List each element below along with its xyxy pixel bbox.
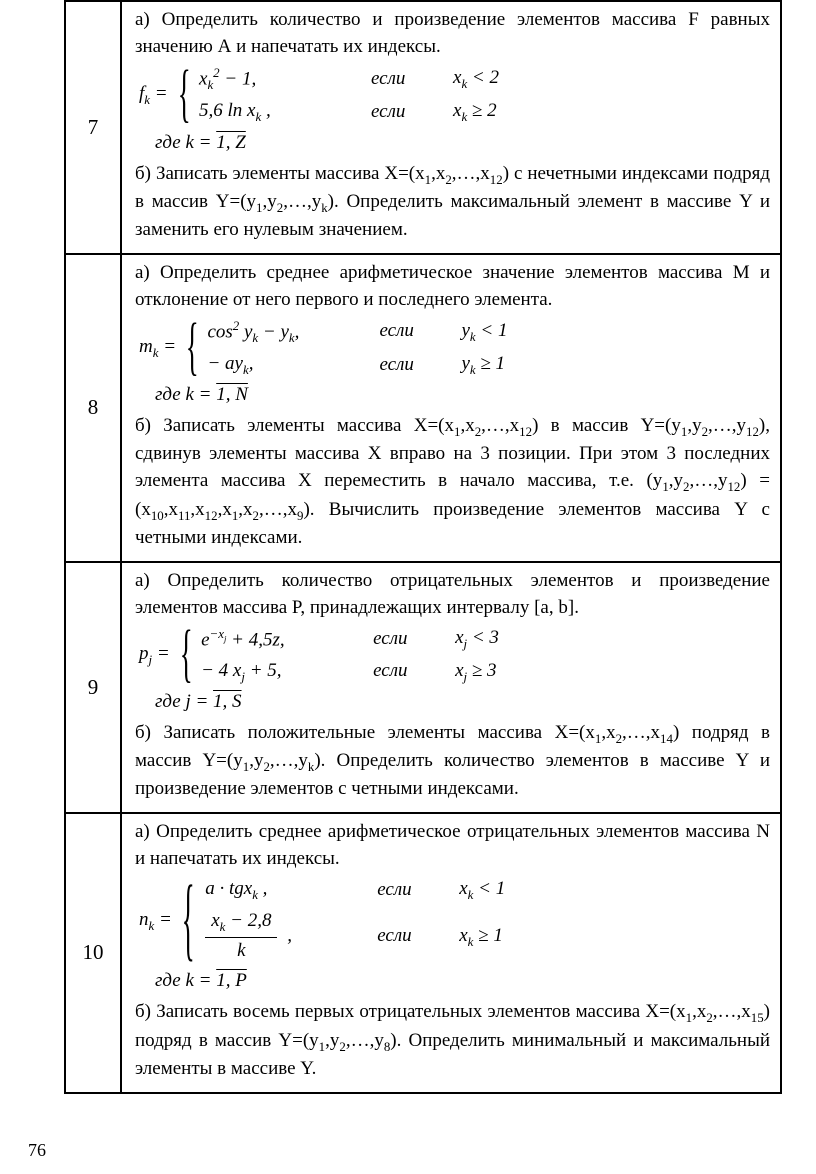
task-row-7 [65, 1, 781, 254]
case-condition: $y_k \ge 1$ [461, 353, 506, 377]
task7-part-a: а) Определить количество и произведение элементов массива F равных значению А и напечатать их индексы. [135, 9, 770, 57]
task9-part-b: б) Записать положительные элементы массива $X=(x_1,x_2,\dots,x_{14})$ подряд в массив $Y=(y_1,y_2,\dots,y_k)$. Определить количество элементов в массиве Y и произведение элементов с четными индексами. [135, 721, 770, 800]
where-prefix: где k = [155, 131, 217, 153]
formula-case [205, 908, 505, 965]
formula-where [155, 382, 770, 409]
formula-cases [205, 876, 505, 965]
formula-main [139, 868, 770, 971]
formula-main [139, 58, 770, 130]
page-number: 76 [28, 1140, 46, 1160]
case-condition: $y_k < 1$ [461, 319, 508, 344]
case-keyword: если [377, 878, 412, 900]
task7-part-b: б) Записать элементы массива $X=(x_1,x_2,\dots,x_{12})$ с нечетными индексами подряд в массив $Y=(y_1,y_2,\dots,y_k)$. Определить максимальный элемент в массиве Y и заменить его нулевым значением. [135, 162, 770, 240]
formula-case [201, 625, 499, 654]
case-condition: $x_k \ge 2$ [453, 100, 497, 125]
fraction [205, 908, 277, 965]
task-row-8 [65, 254, 781, 562]
formula-where [155, 689, 770, 716]
formula-main [139, 618, 770, 690]
case-expression-fraction [205, 908, 377, 965]
case-keyword: если [371, 67, 406, 89]
task-row-9 [65, 562, 781, 814]
case-expression: − 4 $x_j + 5$, [201, 659, 282, 684]
where-range: 1, P [216, 970, 247, 992]
case-expression: $x_k^2 - 1$, [199, 64, 257, 93]
where-prefix: где j = [155, 691, 214, 713]
task7-formula [139, 58, 770, 157]
where-prefix: где k = [155, 384, 217, 406]
left-brace-symbol: { [179, 618, 193, 690]
formula-case [199, 64, 499, 94]
task8-part-b: б) Записать элементы массива $X=(x_1,x_2,\dots,x_{12})$ в массив $Y=(y_1,y_2,\dots,y_{12})$, сдвинув элементы массива X вправо на 3 позиции. При этом 3 последних элемента массива X переместить в начало массива, т.е. $(y_1,y_2,\dots,y_{12})$ = $(x_{10},x_{11},x_{12},x_1,x_2,\dots,x_9)$. Вычислить произведение элементов массива Y с четными индексами. [135, 415, 770, 548]
case-expression: − $ay_k$, [207, 353, 254, 377]
formula-cases [199, 64, 499, 127]
tasks-table [64, 0, 782, 1094]
task9-formula [139, 618, 770, 716]
task10-formula [139, 868, 770, 995]
fraction-comma: , [287, 925, 292, 947]
where-range: 1, S [213, 691, 242, 713]
formula-where [155, 968, 770, 995]
case-condition: $x_k \ge 1$ [459, 924, 503, 949]
formula-where [155, 130, 770, 157]
formula-cases [207, 317, 507, 380]
case-expression: a · tgx$_k$ , [205, 878, 268, 902]
case-keyword: если [379, 353, 414, 375]
case-condition: $x_j < 3$ [455, 627, 499, 651]
task-content-10 [121, 813, 781, 1092]
formula-case [201, 658, 499, 686]
left-brace-symbol: { [177, 58, 191, 130]
fraction-numerator: $x_k - 2,8$ [205, 908, 277, 938]
task10-part-a: а) Определить среднее арифметическое отрицательных элементов массива N и напечатать их индексы. [135, 821, 770, 870]
task-content-7 [121, 1, 781, 254]
case-condition: $x_k < 1$ [459, 878, 506, 902]
fraction-denominator: k [237, 940, 246, 962]
formula-main [139, 311, 770, 383]
formula-lhs: $p_j$ = [139, 643, 170, 668]
case-expression: 5,6 $\ln x_k$ , [199, 100, 271, 125]
case-condition: $x_k < 2$ [453, 67, 499, 91]
task-content-8 [121, 254, 781, 562]
task10-part-b: б) Записать восемь первых отрицательных элементов массива $X=(x_1,x_2,\dots,x_{15})$ подряд в массив $Y=(y_1,y_2,\dots,y_8)$. Определить минимальный и максимальный элементы в массиве Y. [135, 1001, 771, 1079]
case-keyword: если [373, 660, 408, 682]
left-brace-symbol: { [185, 311, 199, 383]
task-number-8: 8 [65, 254, 121, 562]
formula-lhs: $f_k$ = [139, 83, 168, 107]
case-expression: $\cos^2 y_k - y_k$, [207, 317, 300, 345]
formula-case [207, 317, 507, 347]
task-row-10 [65, 813, 781, 1092]
case-keyword: если [379, 320, 414, 342]
case-keyword: если [373, 627, 408, 649]
where-range: 1, N [216, 384, 248, 406]
case-expression: $e^{-x_j} + 4,5z$, [201, 625, 285, 650]
where-range: 1, Z [216, 131, 246, 153]
task8-formula [139, 311, 770, 410]
case-keyword: если [377, 925, 412, 947]
task-content-9 [121, 562, 781, 814]
formula-lhs: $m_k$ = [139, 335, 177, 360]
formula-case [205, 876, 505, 904]
left-brace-symbol: { [181, 868, 195, 971]
formula-case [199, 98, 499, 126]
case-keyword: если [371, 100, 406, 122]
task-number-10: 10 [65, 813, 121, 1092]
case-condition: $x_j \ge 3$ [455, 659, 497, 684]
formula-lhs: $n_k$ = [139, 908, 172, 933]
task-number-9: 9 [65, 562, 121, 814]
task9-part-a: а) Определить количество отрицательных элементов и произведение элементов массива P, принадлежащих интервалу [a, b]. [135, 569, 770, 618]
task8-part-a: а) Определить среднее арифметическое значение элементов массива М и отклонение от него первого и последнего элемента. [135, 261, 770, 310]
formula-cases [201, 625, 499, 686]
formula-case [207, 351, 507, 379]
task-number-7: 7 [65, 1, 121, 254]
where-prefix: где k = [155, 970, 217, 992]
